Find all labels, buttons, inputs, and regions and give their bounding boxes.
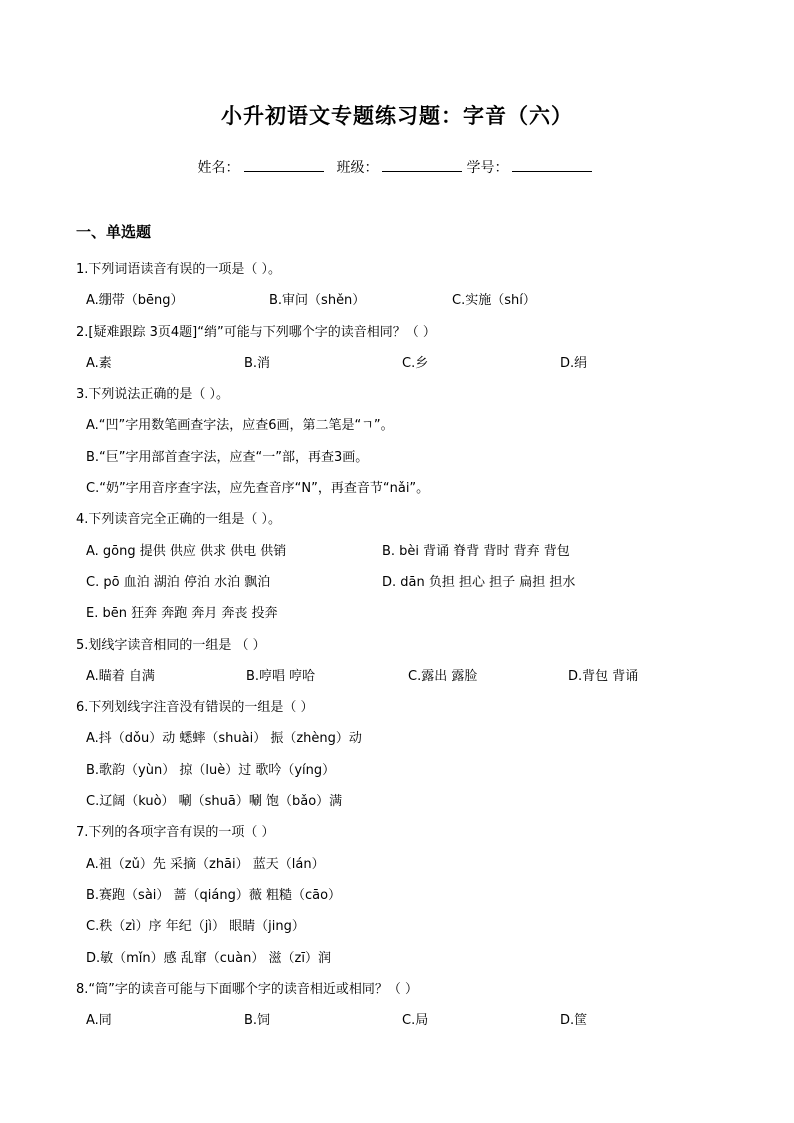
option: A.素 <box>86 355 112 371</box>
option: C.露出 露脸 <box>408 668 478 684</box>
id-blank <box>512 157 592 172</box>
question-list <box>76 254 756 1036</box>
option: B.“巨”字用部首查字法，应查“一”部，再查3画。 <box>86 449 369 465</box>
option: A.祖（zǔ）先 采摘（zhāi） 蓝天（lán） <box>86 856 325 872</box>
option: B.消 <box>244 355 271 371</box>
option: C.秩（zì）序 年纪（jì） 眼睛（jing） <box>86 919 305 935</box>
option: C.实施（shí） <box>452 293 536 309</box>
class-label: 班级： <box>336 160 379 176</box>
option-row <box>76 285 756 316</box>
option: C.乡 <box>402 355 429 371</box>
option: B.赛跑（sài） 蔷（qiáng）薇 粗糙（cāo） <box>86 887 342 903</box>
option: A.瞄着 自满 <box>86 668 155 684</box>
question-stem: 5.划线字读音相同的一组是 （ ） <box>76 637 266 653</box>
option: B.审问（shěn） <box>269 293 366 309</box>
question-stem: 6.下列划线字注音没有错误的一组是（ ） <box>76 700 314 716</box>
id-label: 学号： <box>466 160 509 176</box>
option: D.敏（mǐn）感 乱窜（cuàn） 滋（zī）润 <box>86 950 331 966</box>
question-stem: 4.下列读音完全正确的一组是（ ）。 <box>76 512 282 528</box>
option: B.歌韵（yùn） 掠（luè）过 歌吟（yíng） <box>86 762 336 778</box>
option: D.筐 <box>560 1013 588 1029</box>
question-stem: 8.“筒”字的读音可能与下面哪个字的读音相近或相同？（ ） <box>76 981 419 997</box>
option: E. bēn 狂奔 奔跑 奔月 奔丧 投奔 <box>86 606 278 622</box>
option: B. bèi 背诵 脊背 背时 背弃 背包 <box>382 543 570 559</box>
section-title: 一、单选题 <box>76 223 152 241</box>
option: B.饲 <box>244 1013 271 1029</box>
option: C.“奶”字用音序查字法，应先查音序“N”，再查音节“nǎi”。 <box>86 481 430 497</box>
option-row <box>76 567 756 598</box>
option: D.绢 <box>560 355 588 371</box>
option: C.局 <box>402 1013 429 1029</box>
question-stem: 3.下列说法正确的是（ ）。 <box>76 387 230 403</box>
name-label: 姓名： <box>197 160 240 176</box>
option-row <box>76 598 756 629</box>
question-stem: 2.[疑难跟踪 3页4题]“绡”可能与下列哪个字的读音相同？（ ） <box>76 324 436 340</box>
option: A. gōng 提供 供应 供求 供电 供销 <box>86 543 287 559</box>
option-row <box>76 536 756 567</box>
option: C.辽阔（kuò） 唰（shuā）唰 饱（bǎo）满 <box>86 794 343 810</box>
option: A.同 <box>86 1013 112 1029</box>
option: A.抖（dǒu）动 蟋蟀（shuài） 振（zhèng）动 <box>86 731 362 747</box>
option-row <box>76 1005 756 1036</box>
option: D. dān 负担 担心 担子 扁担 担水 <box>382 574 576 590</box>
option: A.绷带（bēng） <box>86 293 184 309</box>
option: D.背包 背诵 <box>568 668 639 684</box>
page-title: 小升初语文专题练习题：字音（六） <box>221 104 573 128</box>
option: C. pō 血泊 湖泊 停泊 水泊 飘泊 <box>86 574 271 590</box>
option: A.“凹”字用数笔画查字法，应查6画，第二笔是“ㄱ”。 <box>86 418 394 434</box>
class-blank <box>382 157 462 172</box>
question-stem: 7.下列的各项字音有误的一项（ ） <box>76 825 275 841</box>
option-row <box>76 661 756 692</box>
student-info <box>0 157 794 177</box>
name-blank <box>244 157 324 172</box>
option: B.哼唱 哼哈 <box>246 668 316 684</box>
option-row <box>76 348 756 379</box>
question-stem: 1.下列词语读音有误的一项是（ ）。 <box>76 262 282 277</box>
